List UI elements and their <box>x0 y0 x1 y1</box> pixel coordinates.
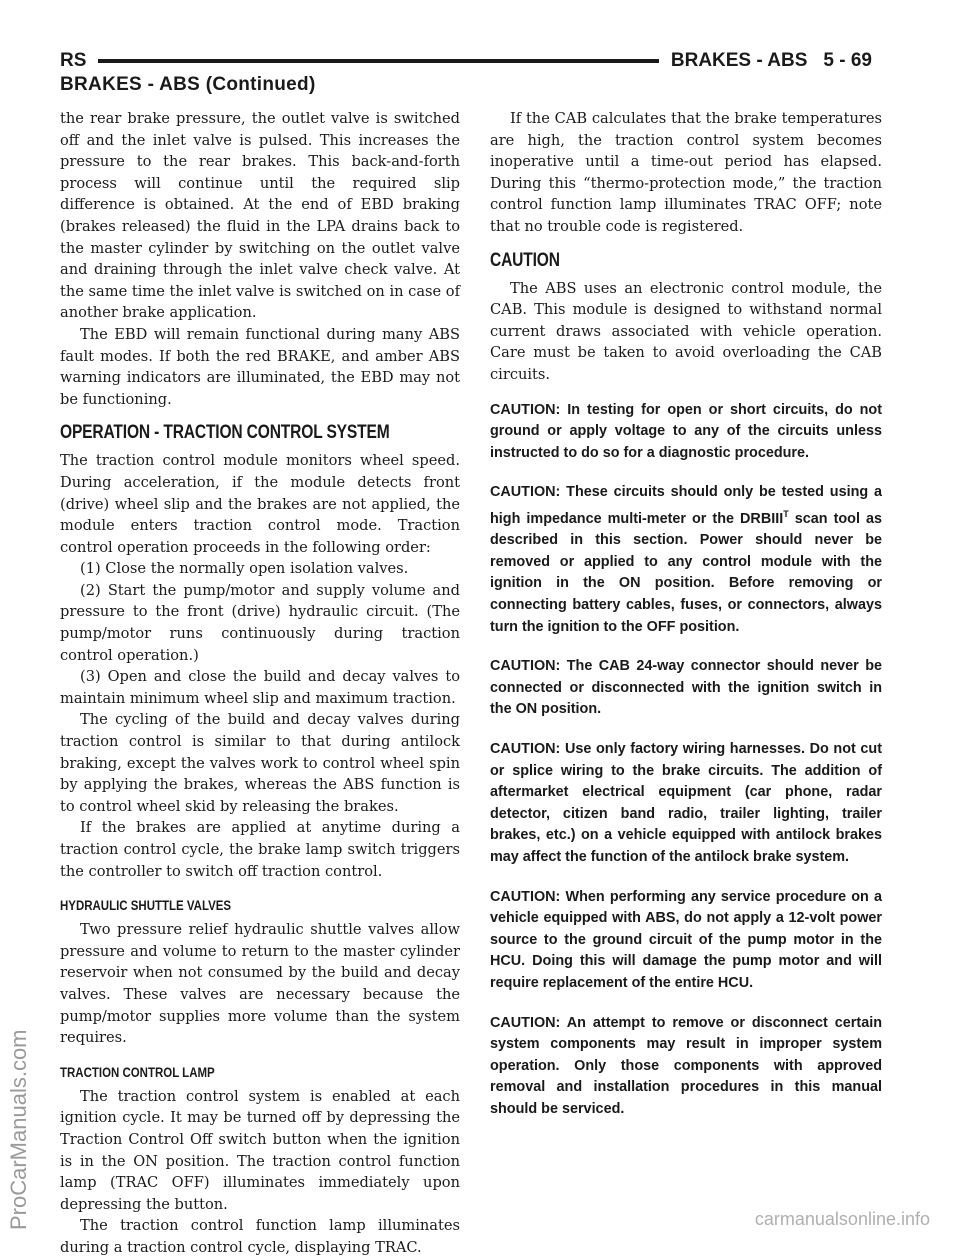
caution-note: CAUTION: The CAB 24-way connector should never be connected or disconnected with the ignition switch in the ON position. <box>490 658 882 718</box>
trademark-mark: T <box>783 508 789 519</box>
paragraph: the rear brake pressure, the outlet valve is switched off and the inlet valve is pulsed. This increases the pressure to the rear brakes. This back-and-forth process will continue until the required slip difference is obtained. At the end of EBD braking (brakes released) the fluid in the LPA drains back to the master cylinder by switching on the outlet valve and draining through the inlet valve check valve. At the same time the inlet valve is switched on in case of another brake application. <box>60 110 460 322</box>
caution-note: CAUTION: An attempt to remove or disconnect certain system components may result in improper system operation. Only those components with approved removal and installation procedures in this manual should be serviced. <box>490 1014 882 1117</box>
caution-note: CAUTION: In testing for open or short circuits, do not ground or apply voltage to any of the circuits unless instructed to do so for a diagnostic procedure. <box>490 401 882 461</box>
left-column <box>60 108 460 1259</box>
subheading-traction-lamp: TRACTION CONTROL LAMP <box>60 1064 215 1080</box>
caution-note: CAUTION: When performing any service procedure on a vehicle equipped with ABS, do not apply a 12-volt power source to the ground circuit of the pump motor in the HCU. Doing this will damage the pump motor and will require replacement of the entire HCU. <box>490 888 882 991</box>
paragraph: The traction control module monitors wheel speed. During acceleration, if the module detects front (drive) wheel slip and the brakes are not applied, the module enters traction control mode. Traction control operation proceeds in the following order: <box>60 452 460 556</box>
right-column <box>490 108 882 1139</box>
paragraph: The traction control function lamp illuminates during a traction control cycle, displaying TRAC. <box>60 1217 460 1256</box>
header-left-code: RS <box>60 50 87 71</box>
paragraph: Two pressure relief hydraulic shuttle valves allow pressure and volume to return to the master cylinder reservoir when not consumed by the build and decay valves. These valves are necessary because the pump/motor supplies more volume than the system requires. <box>60 921 460 1047</box>
section-heading-operation: OPERATION - TRACTION CONTROL SYSTEM <box>60 422 390 444</box>
paragraph: The EBD will remain functional during many ABS fault modes. If both the red BRAKE, and amber ABS warning indicators are illuminated, the EBD may not be functioning. <box>60 325 460 408</box>
header-section: BRAKES - ABS <box>670 50 808 71</box>
step-3: (3) Open and close the build and decay valves to maintain minimum wheel slip and maximum traction. <box>60 668 460 707</box>
paragraph: If the brakes are applied at anytime during a traction control cycle, the brake lamp switch triggers the controller to switch off traction control. <box>60 819 460 880</box>
section-heading-caution: CAUTION <box>490 249 560 271</box>
header-rule <box>98 59 658 63</box>
caution-note <box>490 482 882 638</box>
caution-note: CAUTION: Use only factory wiring harnesses. Do not cut or splice wiring to the brake circuits. The addition of aftermarket electrical equipment (car phone, radar detector, citizen band radio, trailer lighting, trailer brakes, etc.) on a vehicle equipped with antilock brakes may affect the function of the antilock brake system. <box>490 741 882 866</box>
page-header <box>60 44 872 78</box>
page-number: 5 - 69 <box>823 50 872 71</box>
paragraph: The cycling of the build and decay valves during traction control is similar to that during antilock braking, except the valves work to control wheel spin by applying the brakes, whereas the ABS function is to control wheel skid by releasing the brakes. <box>60 711 460 815</box>
side-watermark: ProCarManuals.com <box>6 1029 31 1230</box>
paragraph: The traction control system is enabled at each ignition cycle. It may be turned off by depressing the Traction Control Off switch button when the ignition is in the ON position. The traction control function lamp (TRAC OFF) illuminates immediately upon depressing the button. <box>60 1087 460 1213</box>
footer-watermark: carmanualsonline.info <box>754 1209 930 1229</box>
caution-text: scan tool as described in this section. Power should never be removed or applied to any control module with the ignition in the ON position. Before removing or connecting battery cables, fuses, or connectors, always turn the ignition to the OFF position. <box>490 510 882 635</box>
continued-title: BRAKES - ABS (Continued) <box>60 74 316 95</box>
step-1: (1) Close the normally open isolation valves. <box>80 560 409 578</box>
subheading-shuttle-valves: HYDRAULIC SHUTTLE VALVES <box>60 898 232 914</box>
paragraph: The ABS uses an electronic control module, the CAB. This module is designed to withstand normal current draws associated with vehicle operation. Care must be taken to avoid overloading the CAB circuits. <box>490 279 882 383</box>
step-2: (2) Start the pump/motor and supply volume and pressure to the front (drive) hydraulic circuit. (The pump/motor runs continuously during traction control operation.) <box>60 581 460 664</box>
paragraph: If the CAB calculates that the brake temperatures are high, the traction control system becomes inoperative until a time-out period has elapsed. During this “thermo-protection mode,” the traction control function lamp illuminates TRAC OFF; note that no trouble code is registered. <box>490 110 882 235</box>
caution-text: CAUTION: These circuits should only be tested using a high impedance multi-meter or the DRBIII <box>490 484 882 527</box>
